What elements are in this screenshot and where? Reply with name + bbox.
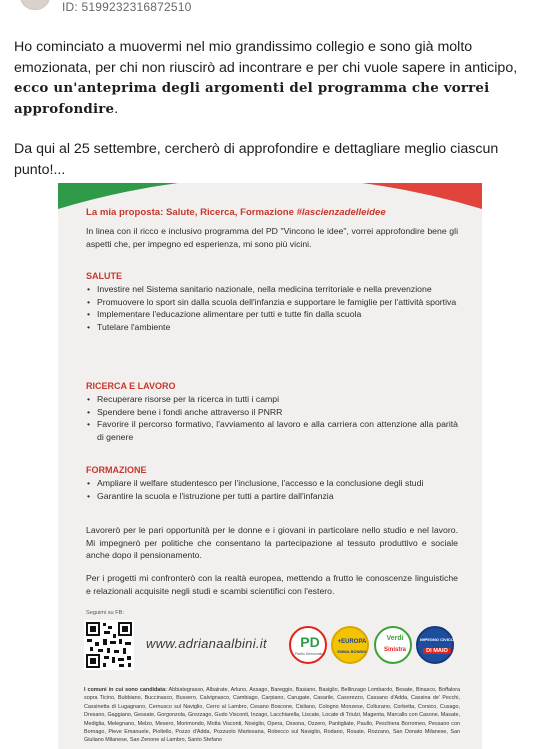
flyer-title-text: La mia proposta: Salute, Ricerca, Formazione	[86, 207, 297, 218]
towns-list	[84, 686, 460, 745]
post-paragraph-1-bold: ecco un'anteprima degli argomenti del programma che vorrei approfondire	[14, 80, 490, 117]
flyer-hashtag: #lascienzadelleidee	[296, 207, 386, 218]
pd-logo-text: PD	[300, 634, 320, 650]
avatar[interactable]	[20, 0, 50, 10]
post-paragraph-1-end: .	[114, 100, 119, 117]
europa-logo-subtext: EMMA BONINO	[337, 649, 367, 654]
closing-paragraph-1: Lavorerò per le pari opportunità per le donne e i giovani in particolare nello studio e nel lavoro. Mi impegnerò per politiche che consentano la partecipazione al tessuto produttivo e sociale anche dopo il pensionamento.	[86, 525, 458, 561]
flyer-title	[86, 207, 386, 218]
verdi-logo-text: Verdi	[386, 635, 404, 642]
section-list-ricerca	[86, 393, 458, 443]
post-id: ID: 5199232316872510	[62, 0, 192, 14]
towns-text: Abbiategrasso, Albairate, Arluno, Assago, Bareggio, Basiano, Basiglio, Bellinzago Lombardo, Besate, Binasco, Boffalora sopra Ticino, Bubbiano, Buccinasco, Bussero, Calvignasco, Cambiago, Carpiano, Carugate, Casarile, Casorezzo, Cassano d'Adda, Cassina de' Pecchi, Cassinetta di Lugagnano, Cernusco sul Naviglio, Cerro al Lambro, Cesano Boscone, Cisliano, Cologno Monzese, Colturano, Corbetta, Corsico, Cusago, Dresano, Gaggiano, Gessate, Gorgonzola, Grezzago, Gudo Visconti, Inzago, Lacchiarella, Liscate, Locate di Triulzi, Magenta, Marcallo con Casone, Masate, Mediglia, Melegnano, Melzo, Mesero, Morimondo, Motta Visconti, Noviglio, Opera, Ossona, Ozzero, Pantigliate, Paullo, Peschiera Borromeo, Pessano con Bornago, Pieve Emanuele, Pioltello, Pozzo d'Adda, Pozzuolo Martesana, Robecco sul Naviglio, Rodano, Rosate, Rozzano, San Donato Milanese, San Giuliano Milanese, San Zenone al Lambro, Santo Stefano	[84, 687, 460, 744]
flag-green-stripe	[58, 183, 178, 209]
section-title-salute: SALUTE	[86, 271, 122, 281]
list-item: • Garantire la scuola e l'istruzione per tutti a partire dall'infanzia	[86, 490, 458, 503]
list-item: • Spendere bene i fondi anche attraverso il PNRR	[86, 406, 458, 419]
impegno-civico-logo-icon	[416, 626, 454, 664]
qr-code-icon	[84, 620, 134, 670]
website-link[interactable]: www.adrianaalbini.it	[146, 636, 267, 651]
impegno-logo-text: IMPEGNO CIVICO	[420, 637, 454, 642]
post-paragraph-2: Da qui al 25 settembre, cercherò di approfondire e dettagliare meglio ciascun punto!...	[14, 141, 499, 178]
list-item: • Investire nel Sistema sanitario nazionale, nella medicina territoriale e nella prevenzione	[86, 283, 458, 296]
impegno-logo-subtext: DI MAIO	[423, 648, 451, 654]
follow-label: Seguimi su FB:	[86, 610, 124, 616]
list-item: • Favorire il percorso formativo, l'avviamento al lavoro e alla carriera con attenzione alla parità di genere	[86, 418, 458, 443]
sinistra-logo-text: Sinistra	[383, 647, 406, 653]
towns-label: I comuni in cui sono candidata:	[84, 687, 167, 693]
post-image-flyer[interactable]	[58, 183, 482, 749]
section-list-formazione	[86, 477, 458, 502]
section-title-ricerca: RICERCA E LAVORO	[86, 381, 176, 391]
flyer-intro: In linea con il ricco e inclusivo programma del PD "Vincono le idee", vorrei approfondire bene gli aspetti che, per impegno ed esperienza, mi sono più vicini.	[86, 226, 458, 249]
list-item: • Recuperare risorse per la ricerca in tutti i campi	[86, 393, 458, 406]
europa-logo-text: +EUROPA	[337, 639, 367, 645]
pd-logo-subtext: Partito Democratico	[295, 652, 325, 656]
pd-logo-icon	[289, 626, 327, 664]
post-body	[14, 37, 526, 200]
list-item: • Implementare l'educazione alimentare per tutti e tutte fin dalla scuola	[86, 308, 458, 321]
post-header	[0, 0, 539, 22]
section-title-formazione: FORMAZIONE	[86, 465, 147, 475]
post-paragraph-1	[14, 37, 526, 119]
list-item: • Promuovere lo sport sin dalla scuola dell'infanzia e supportare le famiglie per l'attività sportiva	[86, 296, 458, 309]
section-list-salute	[86, 283, 458, 333]
verdi-sinistra-logo-icon	[374, 626, 412, 664]
list-item: • Tutelare l'ambiente	[86, 321, 458, 334]
flag-red-stripe	[362, 183, 482, 209]
europa-logo-icon	[331, 626, 369, 664]
post-paragraph-1-text: Ho cominciato a muovermi nel mio grandissimo collegio e sono già molto emozionata, per chi non riuscirò ad incontrare e per chi vuole sapere in anticipo,	[14, 39, 518, 76]
closing-paragraph-2: Per i progetti mi confronterò con la realtà europea, mettendo a frutto le conoscenze linguistiche e relazionali acquisite negli studi e scambi scientifici con l'estero.	[86, 573, 458, 596]
list-item: • Ampliare il welfare studentesco per l'inclusione, l'accesso e la conclusione degli studi	[86, 477, 458, 490]
